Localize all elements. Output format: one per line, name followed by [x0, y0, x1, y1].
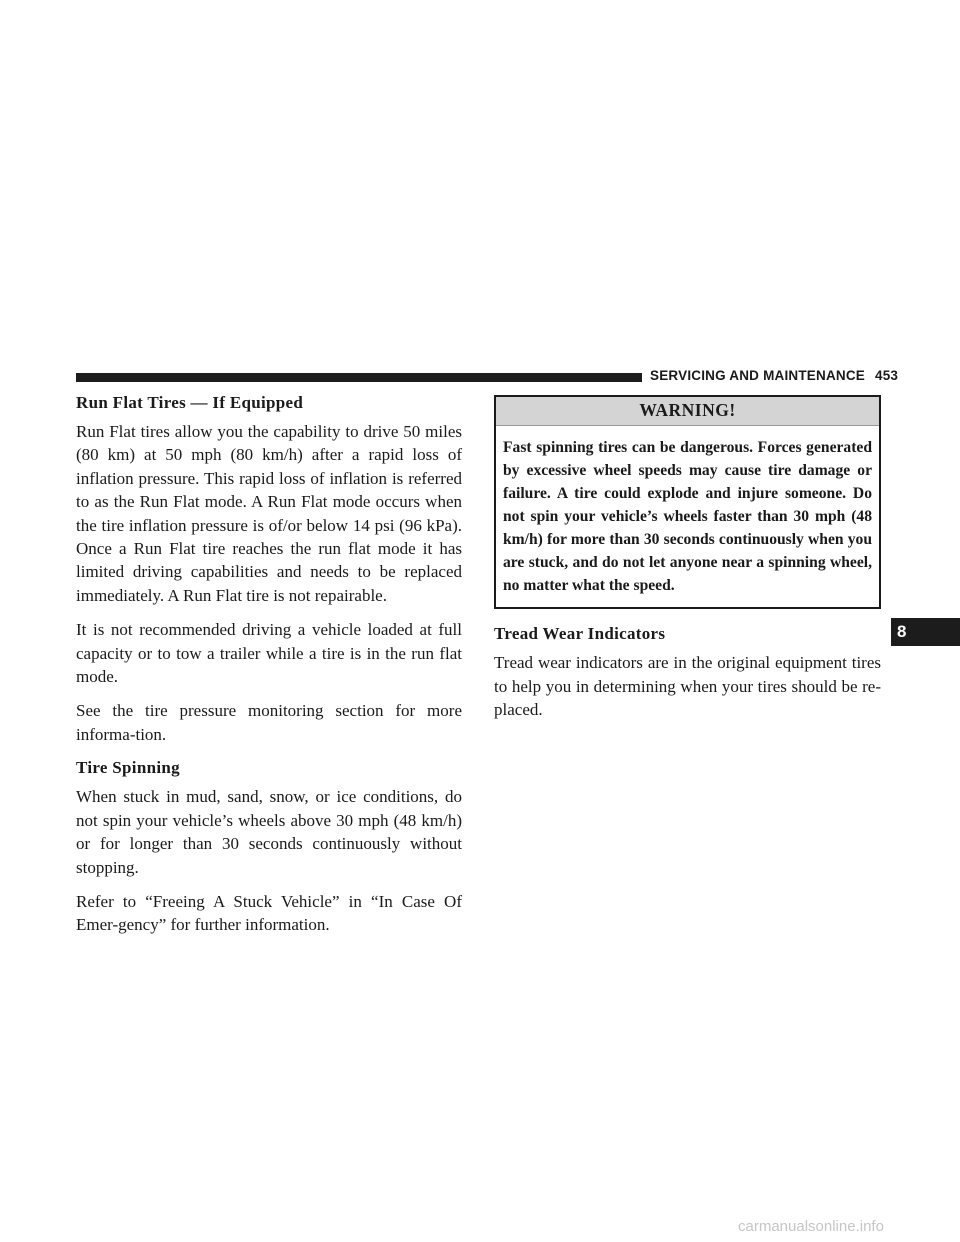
warning-box	[494, 395, 881, 609]
tire-spinning-paragraph-2: Refer to “Freeing A Stuck Vehicle” in “In Case Of Emer-gency” for further information.	[76, 891, 462, 935]
warning-body: Fast spinning tires can be dangerous. Forces generated by excessive wheel speeds may cause tire damage or failure. A tire could explode and injure someone. Do not spin your vehicle’s wheels faster than 30 mph (48 km/h) for more than 30 seconds continuously when you are stuck, and do not let anyone near a spinning wheel, no matter what the speed.	[503, 439, 872, 595]
tire-spinning-paragraph-1: When stuck in mud, sand, snow, or ice conditions, do not spin your vehicle’s wheels above 30 mph (48 km/h) or for longer than 30 seconds continuously without stopping.	[76, 787, 462, 877]
left-column	[76, 392, 462, 948]
running-header	[650, 368, 898, 383]
right-column	[494, 395, 881, 733]
tread-wear-section	[494, 623, 881, 721]
chapter-number: 8	[897, 622, 907, 641]
page-number: 453	[875, 368, 899, 383]
run-flat-paragraph-1: Run Flat tires allow you the capability to drive 50 miles (80 km) at 50 mph (80 km/h) after a rapid loss of inflation pressure. This rapid loss of inflation is referred to as the Run Flat mode. A Run Flat mode occurs when the tire inflation pressure is of/or below 14 psi (96 kPa). Once a Run Flat tire reaches the run flat mode it has limited driving capabilities and needs to be replaced immediately. A Run Flat tire is not repairable.	[76, 422, 462, 605]
run-flat-heading: Run Flat Tires — If Equipped	[76, 393, 304, 412]
warning-title: WARNING!	[496, 397, 879, 426]
watermark: carmanualsonline.info	[738, 1218, 884, 1235]
run-flat-section	[76, 392, 462, 746]
tire-spinning-heading: Tire Spinning	[76, 758, 180, 778]
run-flat-paragraph-2: It is not recommended driving a vehicle loaded at full capacity or to tow a trailer while a tire is in the run flat mode.	[76, 620, 462, 687]
header-rule	[76, 373, 642, 382]
run-flat-paragraph-3: See the tire pressure monitoring section for more informa-tion.	[76, 701, 462, 744]
tread-wear-paragraph-1: Tread wear indicators are in the original equipment tires to help you in determining when your tires should be re-placed.	[494, 653, 881, 720]
chapter-tab	[891, 618, 960, 646]
section-title: SERVICING AND MAINTENANCE	[650, 368, 866, 383]
tread-wear-heading: Tread Wear Indicators	[494, 624, 666, 644]
tire-spinning-section	[76, 757, 462, 936]
